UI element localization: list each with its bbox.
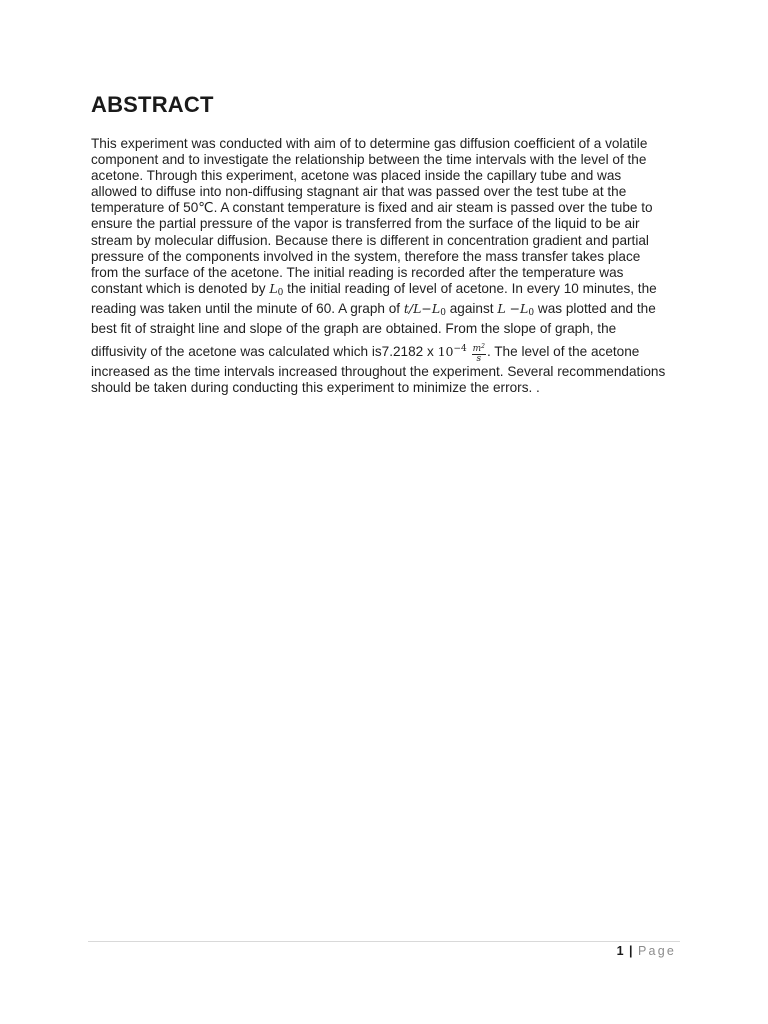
unit-fraction	[472, 342, 486, 364]
line-text: constant which is denoted by	[91, 280, 270, 296]
abstract-line	[91, 338, 681, 363]
fraction-numerator	[472, 342, 486, 355]
math-base: t/L−L	[403, 300, 441, 316]
abstract-line	[91, 281, 681, 301]
abstract-line: This experiment was conducted with aim of to determine gas diffusion coefficient of a volatile	[91, 136, 648, 151]
abstract-line: increased as the time intervals increased throughout the experiment. Several recommendations	[91, 363, 666, 379]
abstract-line: component and to investigate the relationship between the time intervals with the level of the	[91, 152, 647, 168]
abstract-line: pressure of the components involved in the system, therefore the mass transfer takes place	[91, 248, 641, 264]
abstract-line: stream by molecular diffusion. Because there is different in concentration gradient and partial	[91, 232, 649, 248]
page-label: Page	[638, 944, 676, 958]
line-text: reading was taken until the minute of 60. A graph of	[91, 300, 404, 316]
footer-divider	[88, 941, 680, 942]
page-separator: |	[629, 944, 633, 958]
math-subscript: 0	[528, 307, 535, 318]
abstract-line: ensure the partial pressure of the vapor is transferred from the surface of the liquid to be air	[91, 216, 640, 232]
abstract-line: acetone. Through this experiment, acetone was placed inside the capillary tube and was	[91, 168, 622, 184]
l0-symbol	[269, 281, 283, 296]
difference-expression	[497, 301, 534, 316]
math-subscript: 0	[440, 307, 446, 318]
math-base: L	[269, 280, 278, 296]
line-text: . The level of the acetone	[486, 344, 640, 360]
abstract-line: should be taken during conducting this experiment to minimize the errors. .	[91, 379, 540, 395]
line-text: the initial reading of level of acetone. In every 10 minutes, the	[283, 280, 657, 296]
math-exponent: −4	[453, 344, 467, 355]
page-number: 1	[616, 944, 624, 958]
fraction-denominator: s	[476, 353, 482, 364]
abstract-line: best fit of straight line and slope of the graph are obtained. From the slope of graph, the	[91, 321, 617, 337]
math-base: L −L	[497, 300, 529, 316]
page-footer	[617, 944, 676, 958]
line-text: against	[445, 300, 498, 316]
abstract-heading: ABSTRACT	[91, 92, 214, 117]
abstract-paragraph	[91, 136, 681, 396]
math-subscript: 0	[277, 287, 284, 298]
abstract-line: from the surface of the acetone. The initial reading is recorded after the temperature was	[91, 264, 624, 280]
power-expression	[438, 344, 467, 359]
math-base: 10	[437, 344, 454, 360]
math-exponent: 2	[481, 342, 485, 350]
math-base: m	[472, 343, 482, 354]
ratio-expression	[404, 301, 446, 316]
line-text: diffusivity of the acetone was calculated which is7.2182 x	[91, 344, 438, 360]
line-text: was plotted and the	[534, 300, 656, 316]
abstract-line	[91, 301, 681, 321]
abstract-line: temperature of 50℃. A constant temperature is fixed and air steam is passed over the tube to	[91, 200, 653, 216]
abstract-line: allowed to diffuse into non-diffusing stagnant air that was passed over the test tube at the	[91, 184, 627, 200]
